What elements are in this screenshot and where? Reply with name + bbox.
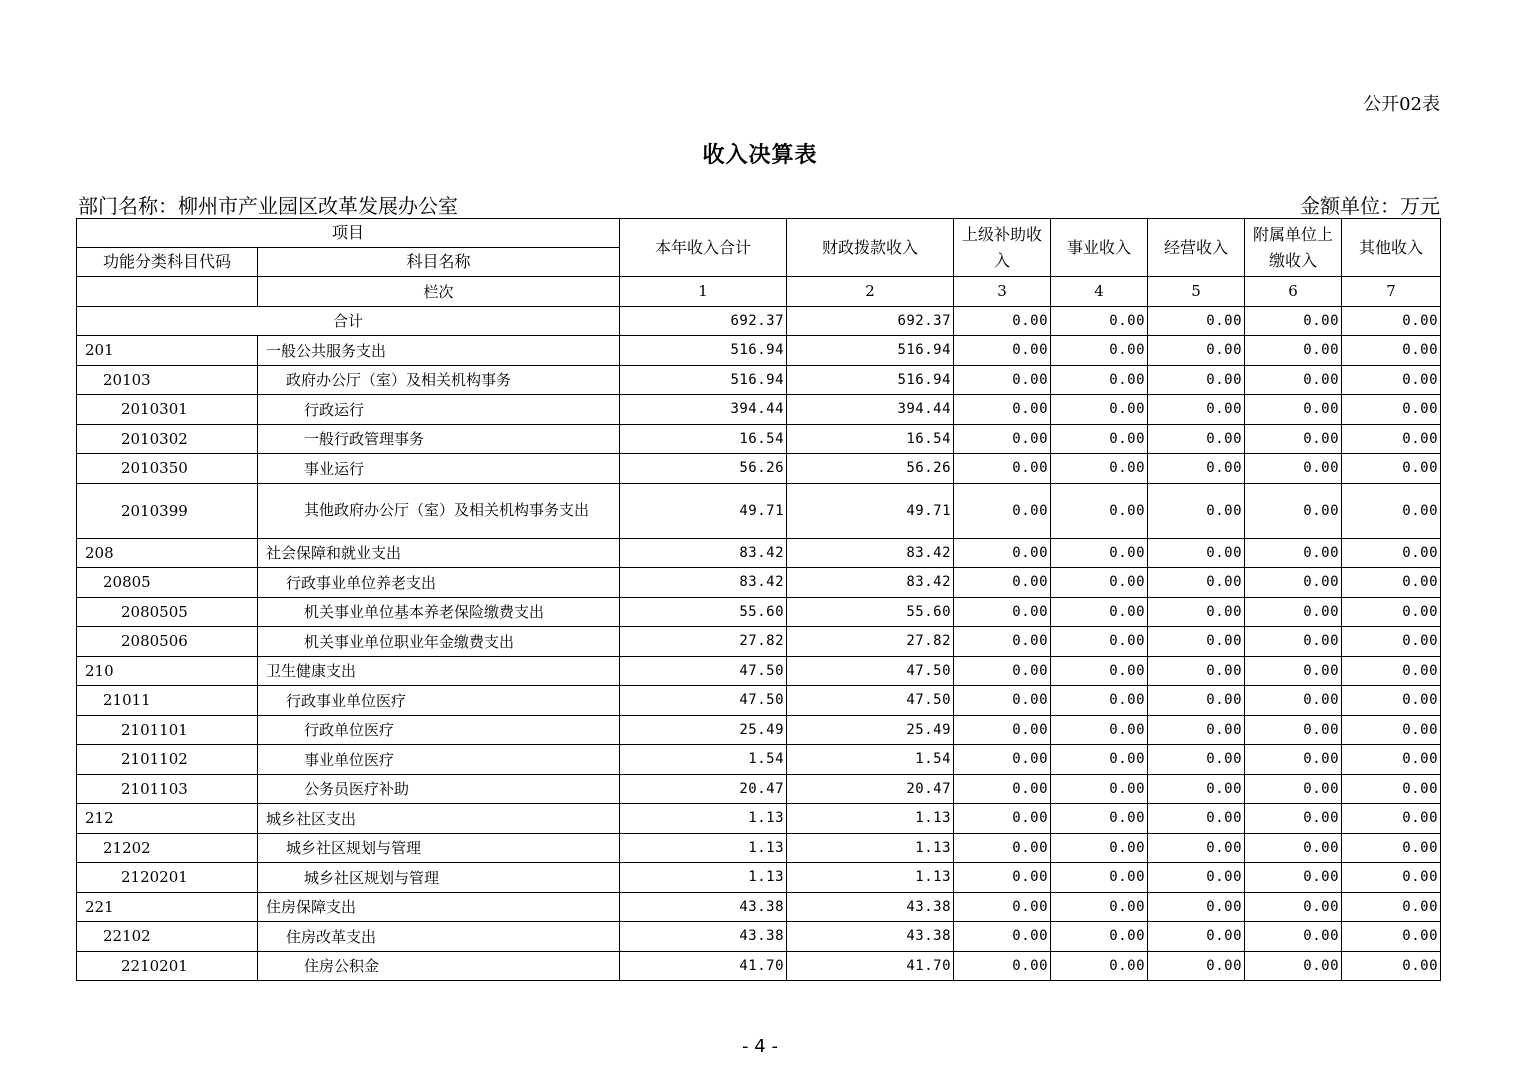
subject-name: 行政事业单位养老支出 [258, 568, 620, 598]
seq-6: 6 [1245, 277, 1342, 307]
amount-col-7: 0.00 [1342, 715, 1441, 745]
amount-col-7: 0.00 [1342, 863, 1441, 893]
amount-col-6: 0.00 [1245, 804, 1342, 834]
amount-col-3: 0.00 [954, 656, 1051, 686]
subject-name: 住房保障支出 [258, 892, 620, 922]
department-name: 部门名称：柳州市产业园区改革发展办公室 [78, 194, 458, 218]
amount-unit: 金额单位：万元 [1300, 194, 1440, 218]
amount-col-6: 0.00 [1245, 892, 1342, 922]
amount-col-1: 1.54 [620, 745, 787, 775]
amount-col-3: 0.00 [954, 745, 1051, 775]
amount-col-5: 0.00 [1148, 863, 1245, 893]
table-row [77, 892, 1441, 922]
subject-code: 22102 [77, 922, 258, 952]
amount-col-3: 0.00 [954, 336, 1051, 366]
amount-col-2: 20.47 [787, 774, 954, 804]
amount-col-3: 0.00 [954, 538, 1051, 568]
table-row [77, 597, 1441, 627]
amount-col-3: 0.00 [954, 833, 1051, 863]
table-row [77, 424, 1441, 454]
amount-col-6: 0.00 [1245, 745, 1342, 775]
amount-col-5: 0.00 [1148, 597, 1245, 627]
amount-col-6: 0.00 [1245, 454, 1342, 484]
amount-col-7: 0.00 [1342, 483, 1441, 538]
subject-name: 卫生健康支出 [258, 656, 620, 686]
amount-col-5: 0.00 [1148, 454, 1245, 484]
total-value-1: 692.37 [620, 306, 787, 336]
amount-col-7: 0.00 [1342, 745, 1441, 775]
amount-col-1: 1.13 [620, 804, 787, 834]
seq-5: 5 [1148, 277, 1245, 307]
amount-col-3: 0.00 [954, 424, 1051, 454]
amount-col-3: 0.00 [954, 597, 1051, 627]
amount-col-2: 43.38 [787, 922, 954, 952]
amount-col-3: 0.00 [954, 395, 1051, 425]
amount-col-1: 394.44 [620, 395, 787, 425]
amount-col-1: 83.42 [620, 538, 787, 568]
amount-col-1: 1.13 [620, 863, 787, 893]
amount-col-7: 0.00 [1342, 686, 1441, 716]
amount-col-2: 47.50 [787, 686, 954, 716]
table-row [77, 365, 1441, 395]
amount-col-6: 0.00 [1245, 365, 1342, 395]
seq-2: 2 [787, 277, 954, 307]
amount-col-4: 0.00 [1051, 538, 1148, 568]
amount-col-3: 0.00 [954, 568, 1051, 598]
amount-col-6: 0.00 [1245, 833, 1342, 863]
total-value-6: 0.00 [1245, 306, 1342, 336]
amount-col-3: 0.00 [954, 863, 1051, 893]
amount-col-6: 0.00 [1245, 951, 1342, 981]
amount-col-5: 0.00 [1148, 804, 1245, 834]
amount-col-4: 0.00 [1051, 863, 1148, 893]
amount-col-1: 49.71 [620, 483, 787, 538]
amount-col-4: 0.00 [1051, 922, 1148, 952]
subject-code: 208 [77, 538, 258, 568]
amount-col-6: 0.00 [1245, 597, 1342, 627]
amount-col-7: 0.00 [1342, 568, 1441, 598]
subject-code: 21202 [77, 833, 258, 863]
total-value-4: 0.00 [1051, 306, 1148, 336]
table-row [77, 774, 1441, 804]
amount-col-4: 0.00 [1051, 454, 1148, 484]
subject-name: 机关事业单位基本养老保险缴费支出 [258, 597, 620, 627]
amount-col-1: 43.38 [620, 922, 787, 952]
page-title: 收入决算表 [702, 142, 818, 168]
seq-7: 7 [1342, 277, 1441, 307]
subject-code: 2101101 [77, 715, 258, 745]
table-row [77, 951, 1441, 981]
amount-col-2: 43.38 [787, 892, 954, 922]
page-number: - 4 - [742, 1036, 778, 1057]
amount-col-1: 56.26 [620, 454, 787, 484]
subject-code: 2210201 [77, 951, 258, 981]
amount-col-6: 0.00 [1245, 395, 1342, 425]
subject-name: 机关事业单位职业年金缴费支出 [258, 627, 620, 657]
table-row [77, 686, 1441, 716]
amount-col-5: 0.00 [1148, 715, 1245, 745]
amount-col-2: 55.60 [787, 597, 954, 627]
amount-col-4: 0.00 [1051, 627, 1148, 657]
amount-col-5: 0.00 [1148, 365, 1245, 395]
subject-name: 住房公积金 [258, 951, 620, 981]
amount-col-5: 0.00 [1148, 568, 1245, 598]
amount-col-6: 0.00 [1245, 715, 1342, 745]
subject-code: 21011 [77, 686, 258, 716]
amount-col-5: 0.00 [1148, 686, 1245, 716]
subject-name: 住房改革支出 [258, 922, 620, 952]
amount-col-6: 0.00 [1245, 863, 1342, 893]
subject-code: 210 [77, 656, 258, 686]
subject-code: 221 [77, 892, 258, 922]
amount-col-5: 0.00 [1148, 336, 1245, 366]
subject-name: 行政单位医疗 [258, 715, 620, 745]
amount-col-1: 43.38 [620, 892, 787, 922]
amount-col-3: 0.00 [954, 715, 1051, 745]
subject-name: 事业单位医疗 [258, 745, 620, 775]
amount-col-3: 0.00 [954, 804, 1051, 834]
table-row [77, 804, 1441, 834]
subject-code: 20805 [77, 568, 258, 598]
header-item: 项目 [77, 219, 620, 248]
amount-col-5: 0.00 [1148, 922, 1245, 952]
subject-code: 2010350 [77, 454, 258, 484]
amount-col-4: 0.00 [1051, 715, 1148, 745]
amount-col-7: 0.00 [1342, 365, 1441, 395]
amount-col-7: 0.00 [1342, 804, 1441, 834]
header-col-4: 事业收入 [1051, 219, 1148, 277]
table-row [77, 483, 1441, 538]
subject-code: 201 [77, 336, 258, 366]
amount-col-3: 0.00 [954, 686, 1051, 716]
table-row [77, 568, 1441, 598]
amount-col-7: 0.00 [1342, 833, 1441, 863]
amount-col-2: 1.13 [787, 833, 954, 863]
subject-code: 2120201 [77, 863, 258, 893]
subject-name: 城乡社区规划与管理 [258, 833, 620, 863]
amount-col-1: 41.70 [620, 951, 787, 981]
header-code: 功能分类科目代码 [77, 248, 258, 277]
header-col-3: 上级补助收入 [954, 219, 1051, 277]
amount-col-5: 0.00 [1148, 774, 1245, 804]
amount-col-5: 0.00 [1148, 395, 1245, 425]
subject-code: 2080505 [77, 597, 258, 627]
amount-col-2: 83.42 [787, 538, 954, 568]
subject-code: 20103 [77, 365, 258, 395]
subject-code: 2010301 [77, 395, 258, 425]
amount-col-1: 1.13 [620, 833, 787, 863]
header-name: 科目名称 [258, 248, 620, 277]
amount-col-7: 0.00 [1342, 597, 1441, 627]
subject-code: 2010302 [77, 424, 258, 454]
seq-1: 1 [620, 277, 787, 307]
amount-col-3: 0.00 [954, 774, 1051, 804]
amount-col-6: 0.00 [1245, 922, 1342, 952]
amount-col-7: 0.00 [1342, 774, 1441, 804]
amount-col-3: 0.00 [954, 365, 1051, 395]
amount-col-4: 0.00 [1051, 804, 1148, 834]
amount-col-4: 0.00 [1051, 336, 1148, 366]
subject-name: 行政运行 [258, 395, 620, 425]
amount-col-4: 0.00 [1051, 365, 1148, 395]
subject-name: 社会保障和就业支出 [258, 538, 620, 568]
amount-col-7: 0.00 [1342, 336, 1441, 366]
amount-col-6: 0.00 [1245, 627, 1342, 657]
amount-col-6: 0.00 [1245, 774, 1342, 804]
table-row [77, 627, 1441, 657]
amount-col-6: 0.00 [1245, 686, 1342, 716]
amount-col-3: 0.00 [954, 454, 1051, 484]
amount-col-3: 0.00 [954, 922, 1051, 952]
amount-col-7: 0.00 [1342, 538, 1441, 568]
header-row-1 [77, 219, 1441, 248]
header-col-2: 财政拨款收入 [787, 219, 954, 277]
amount-col-2: 83.42 [787, 568, 954, 598]
amount-col-5: 0.00 [1148, 656, 1245, 686]
header-col-7: 其他收入 [1342, 219, 1441, 277]
amount-col-6: 0.00 [1245, 656, 1342, 686]
amount-col-4: 0.00 [1051, 833, 1148, 863]
amount-col-1: 47.50 [620, 686, 787, 716]
amount-col-6: 0.00 [1245, 483, 1342, 538]
amount-col-1: 516.94 [620, 336, 787, 366]
subject-name: 行政事业单位医疗 [258, 686, 620, 716]
seq-row [77, 277, 1441, 307]
amount-col-5: 0.00 [1148, 833, 1245, 863]
amount-col-2: 49.71 [787, 483, 954, 538]
amount-col-4: 0.00 [1051, 395, 1148, 425]
amount-col-5: 0.00 [1148, 951, 1245, 981]
amount-col-7: 0.00 [1342, 951, 1441, 981]
amount-col-1: 47.50 [620, 656, 787, 686]
subject-code: 2101102 [77, 745, 258, 775]
total-label: 合计 [77, 306, 620, 336]
table-row [77, 656, 1441, 686]
amount-col-3: 0.00 [954, 483, 1051, 538]
amount-col-5: 0.00 [1148, 892, 1245, 922]
seq-blank [77, 277, 258, 307]
subject-name: 一般行政管理事务 [258, 424, 620, 454]
amount-col-6: 0.00 [1245, 568, 1342, 598]
amount-col-2: 516.94 [787, 336, 954, 366]
subject-code: 2010399 [77, 483, 258, 538]
amount-col-5: 0.00 [1148, 538, 1245, 568]
amount-col-2: 27.82 [787, 627, 954, 657]
amount-col-7: 0.00 [1342, 892, 1441, 922]
amount-col-1: 27.82 [620, 627, 787, 657]
seq-3: 3 [954, 277, 1051, 307]
amount-col-7: 0.00 [1342, 395, 1441, 425]
subject-name: 城乡社区规划与管理 [258, 863, 620, 893]
amount-col-2: 1.13 [787, 804, 954, 834]
table-row [77, 454, 1441, 484]
subject-name: 一般公共服务支出 [258, 336, 620, 366]
header-col-6: 附属单位上缴收入 [1245, 219, 1342, 277]
table-row [77, 745, 1441, 775]
amount-col-7: 0.00 [1342, 454, 1441, 484]
total-value-7: 0.00 [1342, 306, 1441, 336]
table-row [77, 833, 1441, 863]
amount-col-2: 25.49 [787, 715, 954, 745]
amount-col-2: 47.50 [787, 656, 954, 686]
table-row [77, 538, 1441, 568]
table-row [77, 336, 1441, 366]
amount-col-4: 0.00 [1051, 568, 1148, 598]
table-row [77, 863, 1441, 893]
amount-col-1: 516.94 [620, 365, 787, 395]
subject-code: 212 [77, 804, 258, 834]
amount-col-1: 25.49 [620, 715, 787, 745]
amount-col-1: 83.42 [620, 568, 787, 598]
amount-col-4: 0.00 [1051, 483, 1148, 538]
subject-code: 2080506 [77, 627, 258, 657]
amount-col-4: 0.00 [1051, 686, 1148, 716]
amount-col-1: 20.47 [620, 774, 787, 804]
subject-name: 城乡社区支出 [258, 804, 620, 834]
amount-col-4: 0.00 [1051, 656, 1148, 686]
table-row [77, 922, 1441, 952]
amount-col-4: 0.00 [1051, 774, 1148, 804]
total-value-2: 692.37 [787, 306, 954, 336]
subject-name: 政府办公厅（室）及相关机构事务 [258, 365, 620, 395]
amount-col-5: 0.00 [1148, 627, 1245, 657]
total-row [77, 306, 1441, 336]
amount-col-2: 41.70 [787, 951, 954, 981]
seq-4: 4 [1051, 277, 1148, 307]
amount-col-5: 0.00 [1148, 745, 1245, 775]
amount-col-7: 0.00 [1342, 627, 1441, 657]
amount-col-7: 0.00 [1342, 656, 1441, 686]
amount-col-6: 0.00 [1245, 538, 1342, 568]
amount-col-4: 0.00 [1051, 597, 1148, 627]
header-col-1: 本年收入合计 [620, 219, 787, 277]
amount-col-1: 55.60 [620, 597, 787, 627]
amount-col-2: 1.13 [787, 863, 954, 893]
header-col-5: 经营收入 [1148, 219, 1245, 277]
table-row [77, 395, 1441, 425]
amount-col-4: 0.00 [1051, 745, 1148, 775]
subject-name: 事业运行 [258, 454, 620, 484]
amount-col-7: 0.00 [1342, 922, 1441, 952]
amount-col-3: 0.00 [954, 892, 1051, 922]
amount-col-2: 1.54 [787, 745, 954, 775]
total-value-3: 0.00 [954, 306, 1051, 336]
amount-col-5: 0.00 [1148, 483, 1245, 538]
subject-name: 其他政府办公厅（室）及相关机构事务支出 [258, 483, 620, 538]
amount-col-3: 0.00 [954, 951, 1051, 981]
amount-col-2: 16.54 [787, 424, 954, 454]
income-table [76, 218, 1441, 981]
table-row [77, 715, 1441, 745]
total-value-5: 0.00 [1148, 306, 1245, 336]
amount-col-7: 0.00 [1342, 424, 1441, 454]
amount-col-2: 394.44 [787, 395, 954, 425]
amount-col-4: 0.00 [1051, 424, 1148, 454]
amount-col-6: 0.00 [1245, 336, 1342, 366]
amount-col-1: 16.54 [620, 424, 787, 454]
amount-col-4: 0.00 [1051, 951, 1148, 981]
seq-label: 栏次 [258, 277, 620, 307]
amount-col-3: 0.00 [954, 627, 1051, 657]
amount-col-5: 0.00 [1148, 424, 1245, 454]
subject-code: 2101103 [77, 774, 258, 804]
amount-col-2: 516.94 [787, 365, 954, 395]
amount-col-4: 0.00 [1051, 892, 1148, 922]
amount-col-2: 56.26 [787, 454, 954, 484]
amount-col-6: 0.00 [1245, 424, 1342, 454]
subject-name: 公务员医疗补助 [258, 774, 620, 804]
form-number: 公开02表 [1363, 94, 1440, 115]
